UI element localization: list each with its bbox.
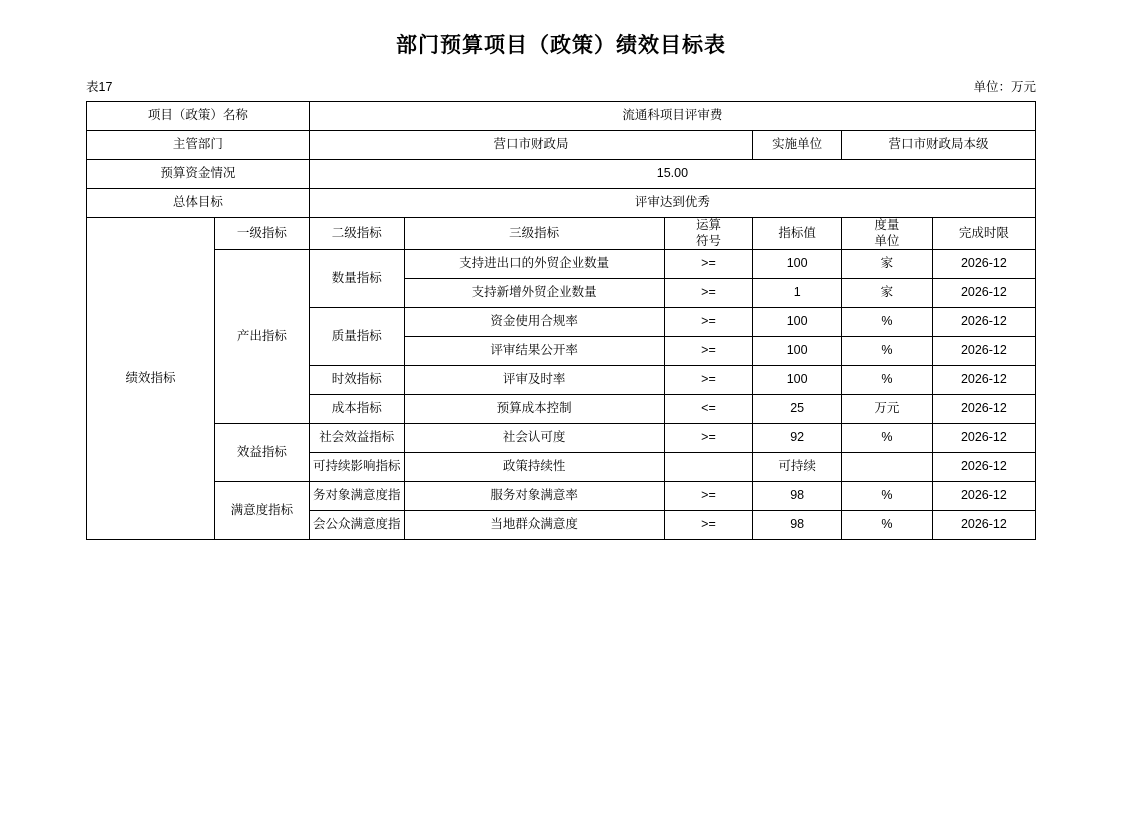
indicator-value: 100 [753,366,842,395]
operator-value: >= [664,250,753,279]
table-number: 表17 [86,80,113,94]
indicator-value: 100 [753,308,842,337]
col-header-level3: 三级指标 [404,218,664,250]
col-header-operator [664,218,753,250]
deadline-value: 2026-12 [932,424,1035,453]
deadline-value: 2026-12 [932,366,1035,395]
operator-value: <= [664,395,753,424]
dept-label: 主管部门 [87,131,310,160]
operator-value: >= [664,511,753,540]
row-indicator-header [87,218,1036,250]
performance-indicator-label: 绩效指标 [87,218,215,540]
unit-value: % [842,424,933,453]
col-header-deadline: 完成时限 [932,218,1035,250]
unit-value: % [842,308,933,337]
operator-value: >= [664,366,753,395]
impl-unit-value: 营口市财政局本级 [842,131,1036,160]
impl-unit-label: 实施单位 [753,131,842,160]
operator-value: >= [664,279,753,308]
document-page [0,29,1122,822]
operator-header-line1: 运算 [695,218,721,232]
level3-name: 支持新增外贸企业数量 [404,279,664,308]
level2-social-benefit: 社会效益指标 [309,424,404,453]
deadline-value: 2026-12 [932,308,1035,337]
row-project-name [87,102,1036,131]
meta-row [86,77,1036,95]
indicator-value: 98 [753,511,842,540]
operator-value: >= [664,482,753,511]
table-row [87,424,1036,453]
overall-goal-value: 评审达到优秀 [309,189,1035,218]
level2-quality: 质量指标 [309,308,404,366]
budget-label: 预算资金情况 [87,160,310,189]
operator-value [664,453,753,482]
level2-sustainable-impact: 可持续影响指标 [309,453,404,482]
deadline-value: 2026-12 [932,250,1035,279]
level3-name: 评审结果公开率 [404,337,664,366]
project-name-value: 流通科项目评审费 [309,102,1035,131]
page-title: 部门预算项目（政策）绩效目标表 [396,33,726,57]
operator-value: >= [664,424,753,453]
project-name-label: 项目（政策）名称 [87,102,310,131]
performance-goal-table [86,101,1036,540]
level1-benefit: 效益指标 [214,424,309,482]
indicator-value: 25 [753,395,842,424]
unit-header-line2: 单位 [874,233,900,248]
deadline-value: 2026-12 [932,511,1035,540]
indicator-value: 98 [753,482,842,511]
unit-value: 万元 [842,395,933,424]
row-department [87,131,1036,160]
budget-value: 15.00 [309,160,1035,189]
unit-header-line1: 度量 [874,218,900,232]
dept-value: 营口市财政局 [309,131,753,160]
col-header-level1: 一级指标 [214,218,309,250]
level2-service-satisfaction: 务对象满意度指 [309,482,404,511]
unit-value: 家 [842,279,933,308]
table-row [87,482,1036,511]
deadline-value: 2026-12 [932,337,1035,366]
unit-note: 单位：万元 [973,80,1036,94]
level3-name: 社会认可度 [404,424,664,453]
level2-cost: 成本指标 [309,395,404,424]
level1-output: 产出指标 [214,250,309,424]
unit-value: % [842,511,933,540]
col-header-value: 指标值 [753,218,842,250]
indicator-value: 1 [753,279,842,308]
level2-timeliness: 时效指标 [309,366,404,395]
deadline-value: 2026-12 [932,482,1035,511]
level3-name: 资金使用合规率 [404,308,664,337]
col-header-level2: 二级指标 [309,218,404,250]
indicator-value: 100 [753,250,842,279]
indicator-value: 可持续 [753,453,842,482]
level3-name: 预算成本控制 [404,395,664,424]
operator-header-line2: 符号 [695,233,721,248]
level3-name: 政策持续性 [404,453,664,482]
unit-value: 家 [842,250,933,279]
unit-value: % [842,482,933,511]
unit-value [842,453,933,482]
deadline-value: 2026-12 [932,395,1035,424]
operator-value: >= [664,308,753,337]
unit-value: % [842,337,933,366]
level3-name: 服务对象满意率 [404,482,664,511]
row-budget [87,160,1036,189]
indicator-value: 92 [753,424,842,453]
deadline-value: 2026-12 [932,453,1035,482]
col-header-unit [842,218,933,250]
row-overall-goal [87,189,1036,218]
level3-name: 评审及时率 [404,366,664,395]
deadline-value: 2026-12 [932,279,1035,308]
level2-public-satisfaction: 会公众满意度指 [309,511,404,540]
unit-value: % [842,366,933,395]
level1-satisfaction: 满意度指标 [214,482,309,540]
indicator-value: 100 [753,337,842,366]
level2-quantity: 数量指标 [309,250,404,308]
operator-value: >= [664,337,753,366]
level3-name: 支持进出口的外贸企业数量 [404,250,664,279]
table-row [87,250,1036,279]
overall-goal-label: 总体目标 [87,189,310,218]
level3-name: 当地群众满意度 [404,511,664,540]
